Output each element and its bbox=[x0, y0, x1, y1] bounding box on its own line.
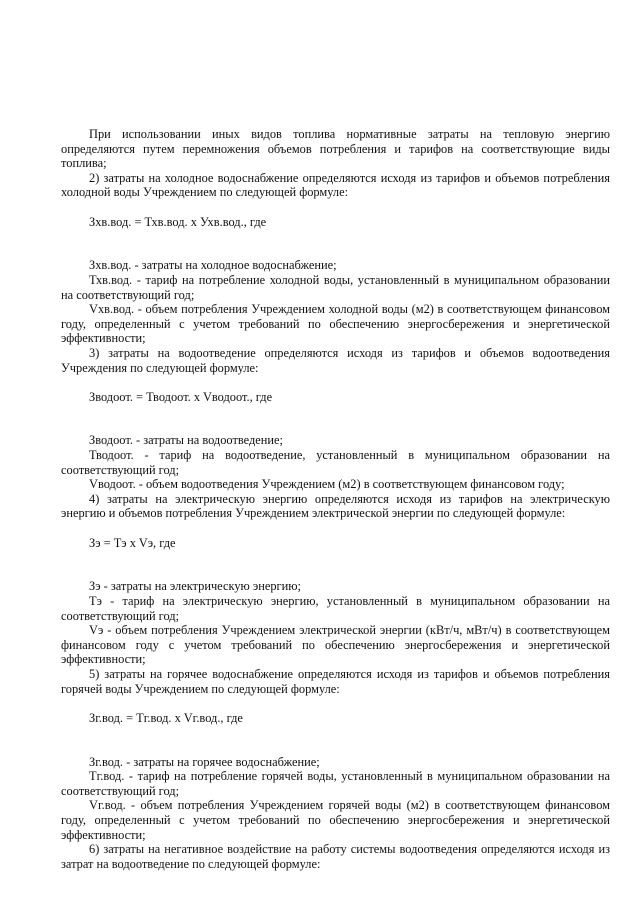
document-page bbox=[61, 127, 610, 871]
paragraph: 4) затраты на электрическую энергию определяются исходя из тарифов на электрическую энергию и объемов потребления Учреждением электрической энергии по следующей формуле: bbox=[61, 491, 610, 521]
paragraph: Vхв.вод. - объем потребления Учреждением холодной воды (м2) в соответствующем финансовом году, определенный с учетом требований по обеспечению энергосбережения и энергетической эффективности; bbox=[61, 302, 610, 346]
blank-line bbox=[61, 404, 610, 419]
paragraph: 3) затраты на водоотведение определяются исходя из тарифов и объемов водоотведения Учреждения по следующей формуле: bbox=[61, 345, 610, 375]
formula-line: Зг.вод. = Тг.вод. x Vг.вод., где bbox=[89, 710, 243, 725]
paragraph: 5) затраты на горячее водоснабжение определяются исходя из тарифов и объемов потребления горячей воды Учреждением по следующей формуле: bbox=[61, 666, 610, 696]
blank-line bbox=[61, 229, 610, 244]
blank-line bbox=[61, 521, 610, 536]
blank-line bbox=[61, 740, 610, 755]
paragraph: 6) затраты на негативное воздействие на работу системы водоотведения определяются исходя из затрат на водоотведение по следующей формуле: bbox=[61, 842, 610, 871]
paragraph: Vэ - объем потребления Учреждением электрической энергии (кВт/ч, мВт/ч) в соответствующем финансовом году с учетом требований по обеспечению энергосбережения и энергетической эффективности; bbox=[61, 623, 610, 667]
blank-line bbox=[61, 550, 610, 565]
formula-line: Зводоот. = Тводоот. x Vводоот., где bbox=[89, 389, 273, 404]
paragraph: Тэ - тариф на электрическую энергию, установленный в муниципальном образовании на соответствующий год; bbox=[61, 594, 610, 623]
paragraph: Тводоот. - тариф на водоотведение, установленный в муниципальном образовании на соответствующий год; bbox=[61, 448, 610, 477]
paragraph: Зхв.вод. - затраты на холодное водоснабжение; bbox=[89, 258, 337, 273]
blank-line bbox=[61, 725, 610, 740]
blank-line bbox=[61, 696, 610, 711]
paragraph: Зг.вод. - затраты на горячее водоснабжение; bbox=[89, 754, 320, 769]
blank-line bbox=[61, 200, 610, 215]
blank-line bbox=[61, 565, 610, 580]
paragraph: Тхв.вод. - тариф на потребление холодной воды, установленный в муниципальном образовании на соответствующий год; bbox=[61, 272, 610, 302]
formula-line: Зхв.вод. = Тхв.вод. x Ухв.вод., где bbox=[89, 214, 267, 229]
paragraph: Тг.вод. - тариф на потребление горячей воды, установленный в муниципальном образовании на соответствующий год; bbox=[61, 769, 610, 798]
paragraph: 2) затраты на холодное водоснабжение определяются исходя из тарифов и объемов потребления холодной воды Учреждением по следующей формуле: bbox=[61, 170, 610, 200]
paragraph: Vводоот. - объем водоотведения Учреждением (м2) в соответствующем финансовом году; bbox=[89, 477, 565, 492]
blank-line bbox=[61, 375, 610, 390]
blank-line bbox=[61, 419, 610, 434]
blank-line bbox=[61, 244, 610, 259]
formula-line: Зэ = Тэ x Vэ, где bbox=[89, 535, 176, 550]
paragraph: Зэ - затраты на электрическую энергию; bbox=[89, 579, 301, 594]
paragraph: При использовании иных видов топлива нормативные затраты на тепловую энергию определяются путем перемножения объемов потребления и тарифов на соответствующие виды топлива; bbox=[61, 127, 610, 171]
paragraph: Зводоот. - затраты на водоотведение; bbox=[89, 433, 283, 448]
paragraph: Vг.вод. - объем потребления Учреждением горячей воды (м2) в соответствующем финансовом году, определенный с учетом требований по обеспечению энергосбережения и энергетической эффективности; bbox=[61, 798, 610, 842]
